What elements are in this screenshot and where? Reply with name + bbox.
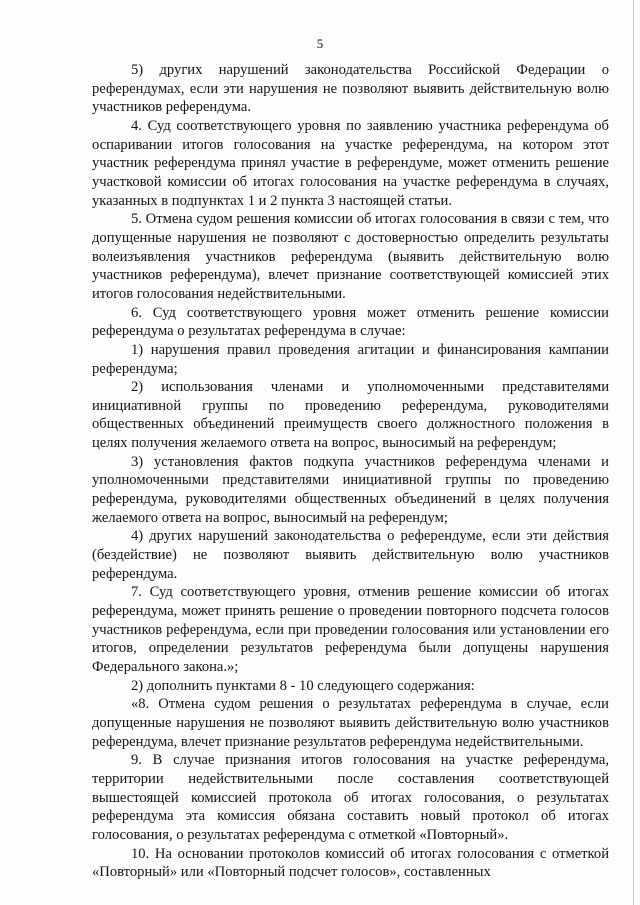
paragraph-item-10: 10. На основании протоколов комиссий об итогах голосования с отметкой «Повторный» или «Повторный подсчет голосов», составленных [92, 845, 609, 881]
paragraph-item-8: «8. Отмена судом решения о результатах референдума в случае, если допущенные нарушения не позволяют выявить действительную волю участников референдума, влечет признание результатов референдума недействительными. [92, 696, 609, 750]
page-number: 5 [316, 36, 324, 51]
paragraph-item-4: 4. Суд соответствующего уровня по заявлению участника референдума об оспаривании итогов голосования на участке референдума, на котором этот участник референдума принял участие в референдуме, может отменить решение участковой комиссии об итогах голосования на участке референдума в случаях, указанных в подпунктах 1 и 2 пункта 3 настоящей статьи. [92, 117, 609, 209]
paragraph-subitem-2: 2) использования членами и уполномоченными представителями инициативной группы по проведению референдума, руководителями общественных объединений преимуществ своего должностного положения в целях получения желаемого ответа на вопрос, выносимый на референдум; [92, 379, 609, 452]
page-edge-line [633, 0, 634, 905]
document-body [92, 61, 609, 882]
paragraph-item-9: 9. В случае признания итогов голосования на участке референдума, территории недействительными после составления соответствующей вышестоящей комиссией протокола об итогах голосования, о результатах референдума эта комиссия обязана составить новый протокол об итогах голосования, о результатах референдума с отметкой «Повторный». [92, 752, 609, 843]
paragraph-subitem-5: 5) других нарушений законодательства Российской Федерации о референдумах, если эти нарушения не позволяют выявить действительную волю участников референдума. [92, 62, 609, 116]
paragraph-item-7: 7. Суд соответствующего уровня, отменив решение комиссии об итогах референдума, может принять решение о проведении повторного подсчета голосов участников референдума, если при проведении голосования или установлении его итогов, определении результатов референдума были допущены нарушения Федерального закона.»; [92, 584, 609, 675]
paragraph-subitem-1: 1) нарушения правил проведения агитации и финансирования кампании референдума; [92, 341, 609, 377]
paragraph-subitem-4: 4) других нарушений законодательства о референдуме, если эти действия (бездействие) не позволяют выявить действительную волю участников референдума. [92, 528, 609, 582]
paragraph-amendment-2: 2) дополнить пунктами 8 - 10 следующего содержания: [131, 677, 475, 694]
paragraph-item-6: 6. Суд соответствующего уровня может отменить решение комиссии референдума о результатах референдума в случае: [92, 304, 609, 340]
paragraph-subitem-3: 3) установления фактов подкупа участников референдума членами и уполномоченными представителями инициативной группы по проведению референдума, руководителями общественных объединений в целях получения желаемого ответа на вопрос, выносимый на референдум; [92, 453, 609, 526]
paragraph-item-5: 5. Отмена судом решения комиссии об итогах голосования в связи с тем, что допущенные нарушения не позволяют с достоверностью определить результаты волеизъявления участников референдума (выявить действительную волю участников референдума), влечет признание соответствующей комиссией этих итогов голосования недействительными. [92, 211, 609, 302]
